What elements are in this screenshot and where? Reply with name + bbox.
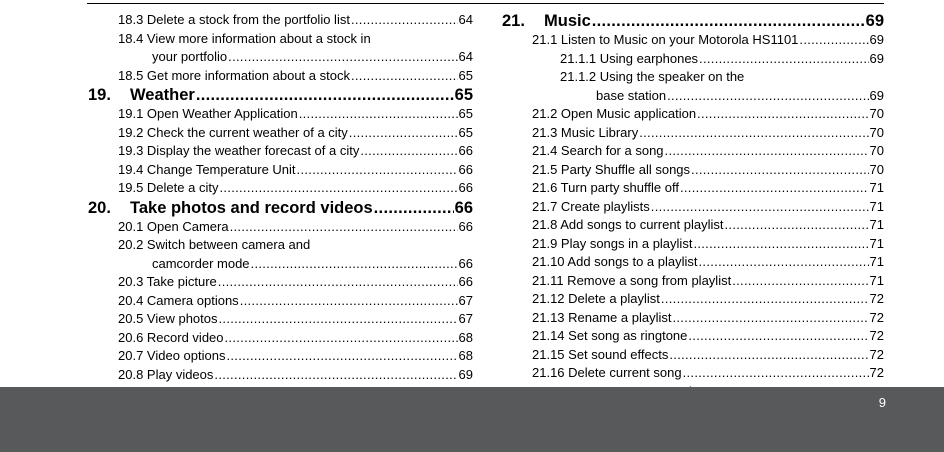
entry-title: 21.15 Set sound effects — [532, 346, 669, 362]
toc-entry[interactable] — [502, 235, 884, 254]
toc-entry[interactable] — [88, 255, 473, 274]
entry-page-number: 65 — [454, 86, 473, 104]
chapter-title: Weather — [130, 86, 195, 104]
toc-entry[interactable] — [88, 310, 473, 329]
entry-title: 19.4 Change Temperature Unit — [118, 161, 296, 177]
entry-title: 20.1 Open Camera — [118, 218, 229, 234]
entry-title: 21.5 Party Shuffle all songs — [532, 161, 691, 177]
entry-page-number: 71 — [869, 235, 884, 251]
entry-page-number: 69 — [458, 366, 473, 382]
toc-left-column — [88, 11, 473, 384]
entry-title: 21.1.1 Using earphones — [560, 50, 699, 66]
toc-entry[interactable] — [502, 50, 884, 69]
entry-title: 21.4 Search for a song — [532, 143, 664, 158]
chapter-title: Take photos and record videos — [130, 198, 373, 217]
entry-page-number: 67 — [458, 292, 473, 308]
dot-leader — [225, 329, 458, 348]
dot-leader — [665, 142, 869, 161]
entry-title: 18.5 Get more information about a stock — [118, 67, 350, 83]
entry-page-number: 64 — [458, 49, 473, 64]
chapter-number: 20. — [88, 198, 111, 217]
entry-title: 21.8 Add songs to current playlist — [532, 217, 724, 232]
dot-leader — [683, 364, 869, 383]
dot-leader — [732, 272, 868, 291]
toc-right-column — [502, 11, 884, 401]
entry-title: 20.6 Record video — [118, 329, 224, 345]
entry-page-number: 66 — [458, 218, 473, 234]
entry-page-number: 72 — [869, 309, 884, 325]
entry-title: your portfolio — [152, 49, 228, 64]
entry-page-number: 69 — [869, 32, 884, 47]
top-rule — [87, 3, 884, 4]
toc-entry-first-line: 20.2 Switch between camera and — [118, 237, 311, 252]
toc-entry[interactable] — [502, 142, 884, 161]
entry-title: 21.1 Listen to Music on your Motorola HS1101 — [532, 32, 799, 47]
entry-page-number: 65 — [458, 124, 473, 140]
toc-entry[interactable] — [502, 179, 884, 198]
entry-title: camcorder mode — [152, 255, 250, 271]
entry-title: base station — [596, 87, 667, 103]
entry-title: 19.1 Open Weather Application — [118, 106, 298, 121]
toc-entry[interactable] — [88, 366, 473, 385]
dot-leader — [374, 198, 454, 218]
entry-page-number: 68 — [458, 329, 473, 345]
dot-leader — [693, 235, 868, 254]
dot-leader — [661, 290, 869, 309]
entry-title: 19.2 Check the current weather of a city — [118, 124, 348, 140]
entry-title: 21.14 Set song as ringtone — [532, 328, 688, 343]
dot-leader — [240, 292, 458, 311]
entry-title: 21.3 Music Library — [532, 124, 639, 140]
entry-page-number: 70 — [869, 143, 884, 158]
toc-entry[interactable] — [88, 347, 473, 366]
entry-page-number: 66 — [458, 143, 473, 158]
dot-leader — [226, 347, 457, 366]
dot-leader — [214, 366, 457, 385]
entry-page-number: 72 — [869, 346, 884, 362]
toc-entry[interactable] — [502, 31, 884, 50]
entry-page-number: 72 — [869, 365, 884, 380]
toc-entry[interactable] — [88, 273, 473, 292]
dot-leader — [219, 179, 457, 198]
chapter-heading — [88, 198, 373, 218]
chapter-title: Music — [544, 12, 591, 30]
entry-page-number: 71 — [869, 272, 884, 288]
toc-entry[interactable] — [502, 105, 884, 124]
toc-entry[interactable] — [88, 161, 473, 180]
toc-entry[interactable] — [502, 327, 884, 346]
entry-page-number: 66 — [454, 198, 473, 217]
dot-leader — [228, 48, 457, 67]
entry-title: 21.11 Remove a song from playlist — [532, 272, 732, 288]
toc-entry[interactable] — [88, 67, 473, 86]
dot-leader — [669, 346, 868, 365]
dot-leader — [351, 11, 458, 30]
entry-page-number: 67 — [458, 311, 473, 326]
entry-title: 20.8 Play videos — [118, 366, 214, 382]
entry-page-number: 70 — [869, 124, 884, 140]
entry-title: 21.13 Rename a playlist — [532, 309, 672, 325]
entry-page-number: 64 — [458, 12, 473, 27]
entry-page-number: 71 — [869, 198, 884, 214]
dot-leader — [297, 161, 458, 180]
dot-leader — [688, 327, 868, 346]
toc-entry[interactable] — [88, 142, 473, 161]
toc-entry[interactable] — [502, 253, 884, 272]
toc-entry[interactable] — [502, 346, 884, 365]
toc-entry[interactable] — [502, 364, 884, 383]
entry-title: 20.4 Camera options — [118, 292, 239, 308]
chapter-number: 21. — [502, 12, 525, 30]
dot-leader — [299, 105, 458, 124]
toc-entry-first-line: 18.4 View more information about a stock in — [118, 30, 371, 46]
entry-title: 21.12 Delete a playlist — [532, 291, 660, 306]
dot-leader — [691, 161, 869, 180]
entry-title: 19.3 Display the weather forecast of a city — [118, 143, 360, 158]
dot-leader — [639, 124, 868, 143]
entry-title: 19.5 Delete a city — [118, 180, 219, 195]
toc-entry-first-line: 21.1.2 Using the speaker on the — [560, 69, 745, 84]
toc-entry[interactable] — [88, 292, 473, 311]
toc-entry[interactable] — [502, 290, 884, 309]
toc-entry[interactable] — [502, 216, 884, 235]
toc-entry[interactable] — [88, 179, 473, 198]
entry-page-number: 71 — [869, 217, 884, 232]
entry-title: 21.16 Delete current song — [532, 365, 682, 380]
entry-page-number: 65 — [458, 106, 473, 121]
dot-leader — [799, 31, 868, 50]
dot-leader — [218, 273, 458, 292]
toc-chapter-entry[interactable] — [502, 11, 884, 31]
entry-page-number: 70 — [869, 106, 884, 121]
entry-page-number: 72 — [869, 291, 884, 306]
toc-entry[interactable] — [88, 11, 473, 30]
toc-entry[interactable] — [88, 329, 473, 348]
entry-page-number: 66 — [458, 161, 473, 177]
toc-entry[interactable] — [88, 105, 473, 124]
toc-entry[interactable] — [88, 124, 473, 143]
toc-entry[interactable] — [502, 198, 884, 217]
dot-leader — [251, 255, 458, 274]
toc-chapter-entry[interactable] — [88, 198, 473, 218]
entry-title: 21.9 Play songs in a playlist — [532, 235, 693, 251]
entry-title: 21.2 Open Music application — [532, 106, 697, 121]
toc-entry[interactable] — [502, 87, 884, 106]
entry-title: 18.3 Delete a stock from the portfolio list — [118, 12, 350, 27]
entry-page-number: 66 — [458, 274, 473, 289]
toc-entry[interactable] — [502, 309, 884, 328]
dot-leader — [672, 309, 868, 328]
entry-page-number: 65 — [458, 67, 473, 83]
entry-page-number: 72 — [869, 328, 884, 343]
chapter-heading — [88, 85, 195, 105]
entry-page-number: 66 — [458, 255, 473, 271]
toc-entry[interactable] — [88, 48, 473, 67]
chapter-heading — [502, 11, 591, 31]
dot-leader — [699, 50, 868, 69]
toc-entry[interactable] — [502, 161, 884, 180]
entry-title: 20.3 Take picture — [118, 274, 217, 289]
entry-title: 21.10 Add songs to a playlist — [532, 254, 698, 269]
dot-leader — [699, 253, 869, 272]
dot-leader — [667, 87, 868, 106]
entry-page-number: 66 — [458, 180, 473, 195]
entry-title: 20.7 Video options — [118, 348, 226, 363]
dot-leader — [230, 218, 458, 237]
dot-leader — [680, 179, 869, 198]
entry-title: 21.7 Create playlists — [532, 198, 650, 214]
entry-page-number: 69 — [869, 87, 884, 103]
dot-leader — [349, 124, 458, 143]
dot-leader — [351, 67, 458, 86]
page-footer-bar — [0, 387, 944, 452]
dot-leader — [592, 11, 865, 31]
dot-leader — [196, 85, 454, 105]
chapter-number: 19. — [88, 86, 111, 104]
entry-page-number: 70 — [869, 161, 884, 177]
dot-leader — [219, 310, 458, 329]
entry-page-number: 68 — [458, 348, 473, 363]
entry-page-number: 71 — [869, 180, 884, 195]
toc-entry[interactable] — [88, 218, 473, 237]
dot-leader — [360, 142, 457, 161]
dot-leader — [697, 105, 868, 124]
entry-title: 20.5 View photos — [118, 311, 218, 326]
toc-chapter-entry[interactable] — [88, 85, 473, 105]
entry-page-number: 71 — [869, 254, 884, 269]
entry-title: 21.6 Turn party shuffle off — [532, 180, 679, 195]
entry-page-number: 69 — [869, 50, 884, 66]
toc-entry[interactable] — [502, 272, 884, 291]
toc-entry[interactable] — [502, 124, 884, 143]
dot-leader — [725, 216, 869, 235]
dot-leader — [651, 198, 869, 217]
page-number: 9 — [878, 395, 886, 410]
entry-page-number: 69 — [865, 12, 884, 30]
